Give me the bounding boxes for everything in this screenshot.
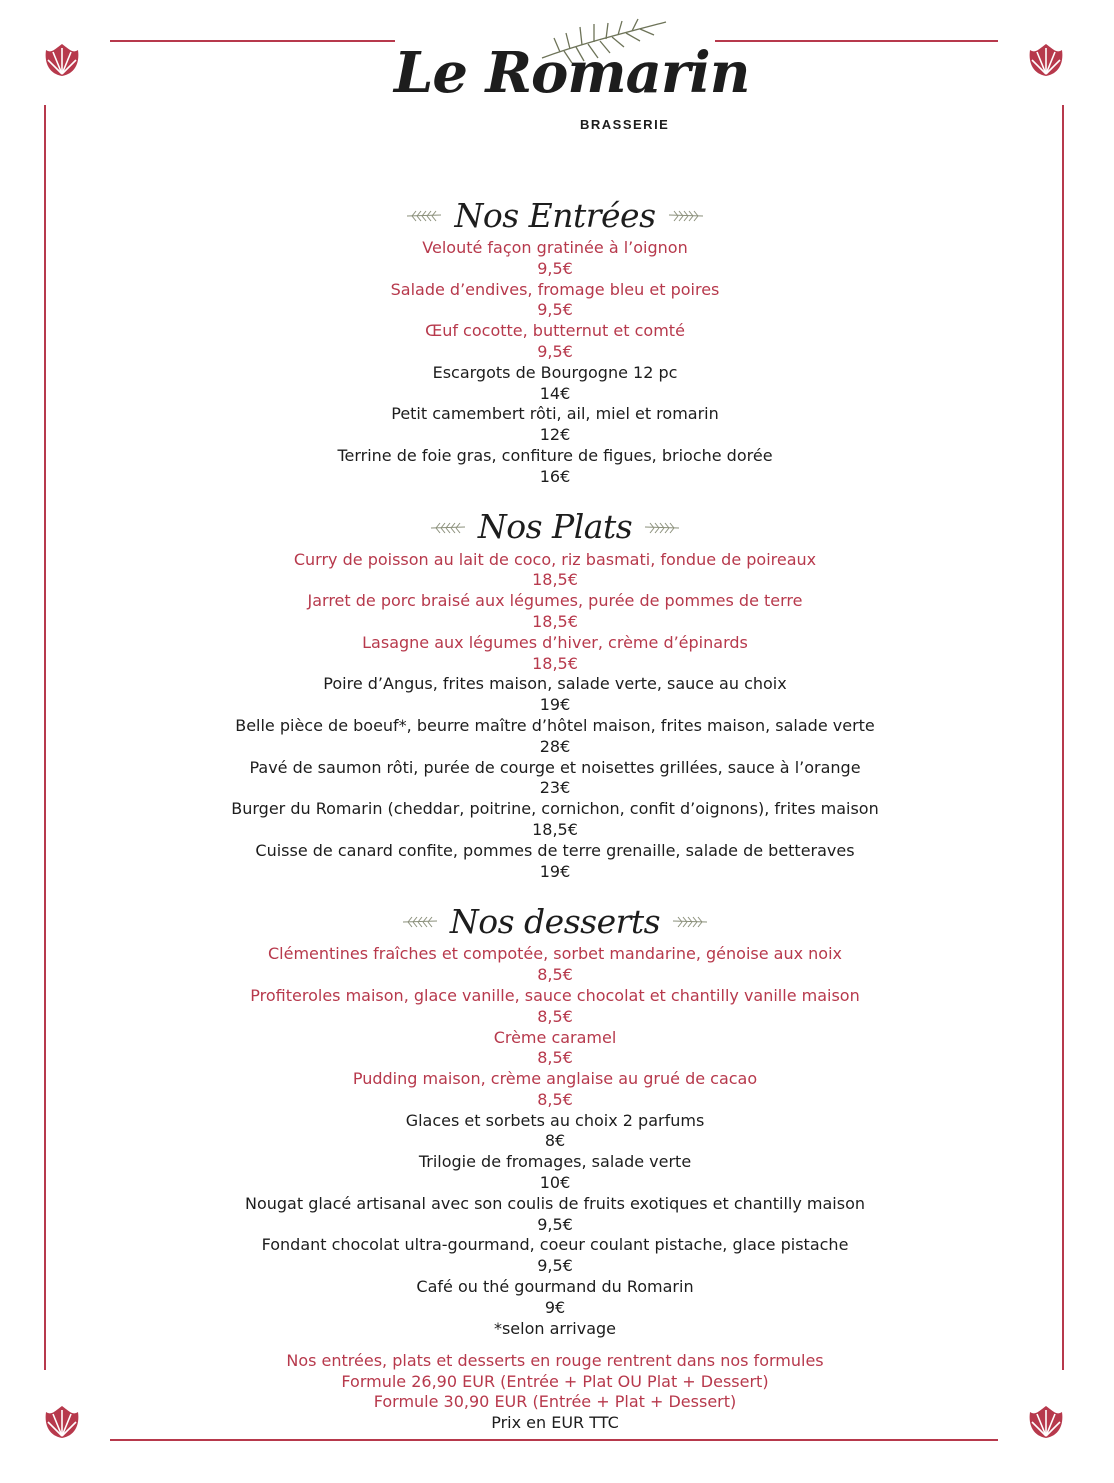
- menu-item-name: Fondant chocolat ultra-gourmand, coeur coulant pistache, glace pistache: [261, 1235, 849, 1255]
- menu-item-name: Trilogie de fromages, salade verte: [418, 1152, 692, 1172]
- menu-item-price: 19€: [539, 695, 571, 715]
- menu-content: [110, 192, 1000, 1433]
- section-heading: [110, 504, 1000, 550]
- menu-item-name: Œuf cocotte, butternut et comté: [425, 321, 685, 341]
- menu-item-name: Jarret de porc braisé aux légumes, purée de pommes de terre: [307, 591, 803, 611]
- brand-subtitle: BRASSERIE: [580, 117, 670, 132]
- formula-note: Nos entrées, plats et desserts en rouge rentrent dans nos formules: [286, 1351, 824, 1371]
- menu-item-price: 18,5€: [532, 819, 578, 839]
- formula-offer: Formule 26,90 EUR (Entrée + Plat OU Plat + Dessert): [341, 1371, 769, 1391]
- section-title: Nos Entrées: [454, 195, 656, 235]
- brand-logo: [390, 14, 750, 138]
- menu-item-price: 9,5€: [537, 258, 573, 278]
- frame-right-rule: [1062, 105, 1064, 1370]
- menu-item-price: 8,5€: [537, 1006, 573, 1026]
- menu-item-price: 10€: [539, 1173, 571, 1193]
- menu-item-name: Salade d’endives, fromage bleu et poires: [390, 279, 720, 299]
- frame-top-right-rule: [715, 40, 998, 42]
- menu-item-price: 8,5€: [537, 1048, 573, 1068]
- menu-item-price: 8,5€: [537, 965, 573, 985]
- menu-item-price: 28€: [539, 736, 571, 756]
- menu-item-price: 23€: [539, 778, 571, 798]
- section-heading: [110, 192, 1000, 238]
- menu-item-price: 19€: [539, 861, 571, 881]
- formula-notes: [110, 1351, 1000, 1433]
- menu-item-name: Pavé de saumon rôti, purée de courge et noisettes grillées, sauce à l’orange: [249, 757, 861, 777]
- rosemary-sprig-icon: [672, 914, 708, 928]
- shell-ornament-icon: [1026, 1402, 1066, 1442]
- frame-top-left-rule: [110, 40, 395, 42]
- rosemary-sprig-icon: [406, 208, 442, 222]
- menu-item-price: 9,5€: [537, 1214, 573, 1234]
- section-title: Nos desserts: [449, 901, 661, 941]
- shell-ornament-icon: [42, 40, 82, 80]
- price-note: Prix en EUR TTC: [491, 1412, 619, 1432]
- rosemary-sprig-icon: [430, 520, 466, 534]
- rosemary-sprig-icon: [644, 520, 680, 534]
- section-title: Nos Plats: [477, 507, 633, 547]
- menu-item-name: Petit camembert rôti, ail, miel et romarin: [391, 404, 719, 424]
- menu-item-price: 16€: [539, 466, 571, 486]
- menu-item-name: Cuisse de canard confite, pommes de terre grenaille, salade de betteraves: [255, 840, 855, 860]
- shell-ornament-icon: [1026, 40, 1066, 80]
- menu-item-price: 12€: [539, 425, 571, 445]
- menu-item-name: Belle pièce de boeuf*, beurre maître d’hôtel maison, frites maison, salade verte: [235, 715, 875, 735]
- formula-offer: Formule 30,90 EUR (Entrée + Plat + Dessert): [373, 1392, 737, 1412]
- menu-item-name: Clémentines fraîches et compotée, sorbet mandarine, génoise aux noix: [268, 944, 842, 964]
- menu-item-name: Poire d’Angus, frites maison, salade verte, sauce au choix: [323, 674, 787, 694]
- menu-item-price: 9,5€: [537, 300, 573, 320]
- section-heading: [110, 898, 1000, 944]
- menu-item-price: 8,5€: [537, 1089, 573, 1109]
- rosemary-sprig-icon: [668, 208, 704, 222]
- menu-item-price: 18,5€: [532, 611, 578, 631]
- menu-item-price: 9€: [544, 1297, 566, 1317]
- menu-item-name: Nougat glacé artisanal avec son coulis de fruits exotiques et chantilly maison: [245, 1193, 865, 1213]
- frame-bottom-rule: [110, 1439, 998, 1441]
- menu-item-name: Terrine de foie gras, confiture de figues, brioche dorée: [337, 445, 773, 465]
- menu-item-name: Profiteroles maison, glace vanille, sauce chocolat et chantilly vanille maison: [250, 985, 860, 1005]
- menu-item-price: 18,5€: [532, 653, 578, 673]
- menu-item-price: 14€: [539, 383, 571, 403]
- frame-left-rule: [44, 105, 46, 1370]
- menu-item-price: 9,5€: [537, 1256, 573, 1276]
- menu-item-name: Curry de poisson au lait de coco, riz basmati, fondue de poireaux: [293, 549, 817, 569]
- menu-item-name: Velouté façon gratinée à l’oignon: [422, 238, 688, 257]
- menu-item-price: 8€: [544, 1131, 566, 1151]
- brand-name: Le Romarin: [394, 40, 750, 106]
- footnote: *selon arrivage: [493, 1318, 617, 1338]
- shell-ornament-icon: [42, 1402, 82, 1442]
- menu-item-name: Pudding maison, crème anglaise au grué de cacao: [352, 1069, 758, 1089]
- menu-item-name: Crème caramel: [493, 1027, 617, 1047]
- menu-item-name: Glaces et sorbets au choix 2 parfums: [405, 1110, 705, 1130]
- menu-item-name: Café ou thé gourmand du Romarin: [416, 1277, 694, 1297]
- menu-item-name: Escargots de Bourgogne 12 pc: [432, 362, 678, 382]
- menu-item-price: 9,5€: [537, 341, 573, 361]
- menu-item-name: Lasagne aux légumes d’hiver, crème d’épinards: [362, 632, 748, 652]
- menu-item-price: 18,5€: [532, 570, 578, 590]
- menu-item-name: Burger du Romarin (cheddar, poitrine, cornichon, confit d’oignons), frites maison: [231, 799, 879, 819]
- rosemary-sprig-icon: [402, 914, 438, 928]
